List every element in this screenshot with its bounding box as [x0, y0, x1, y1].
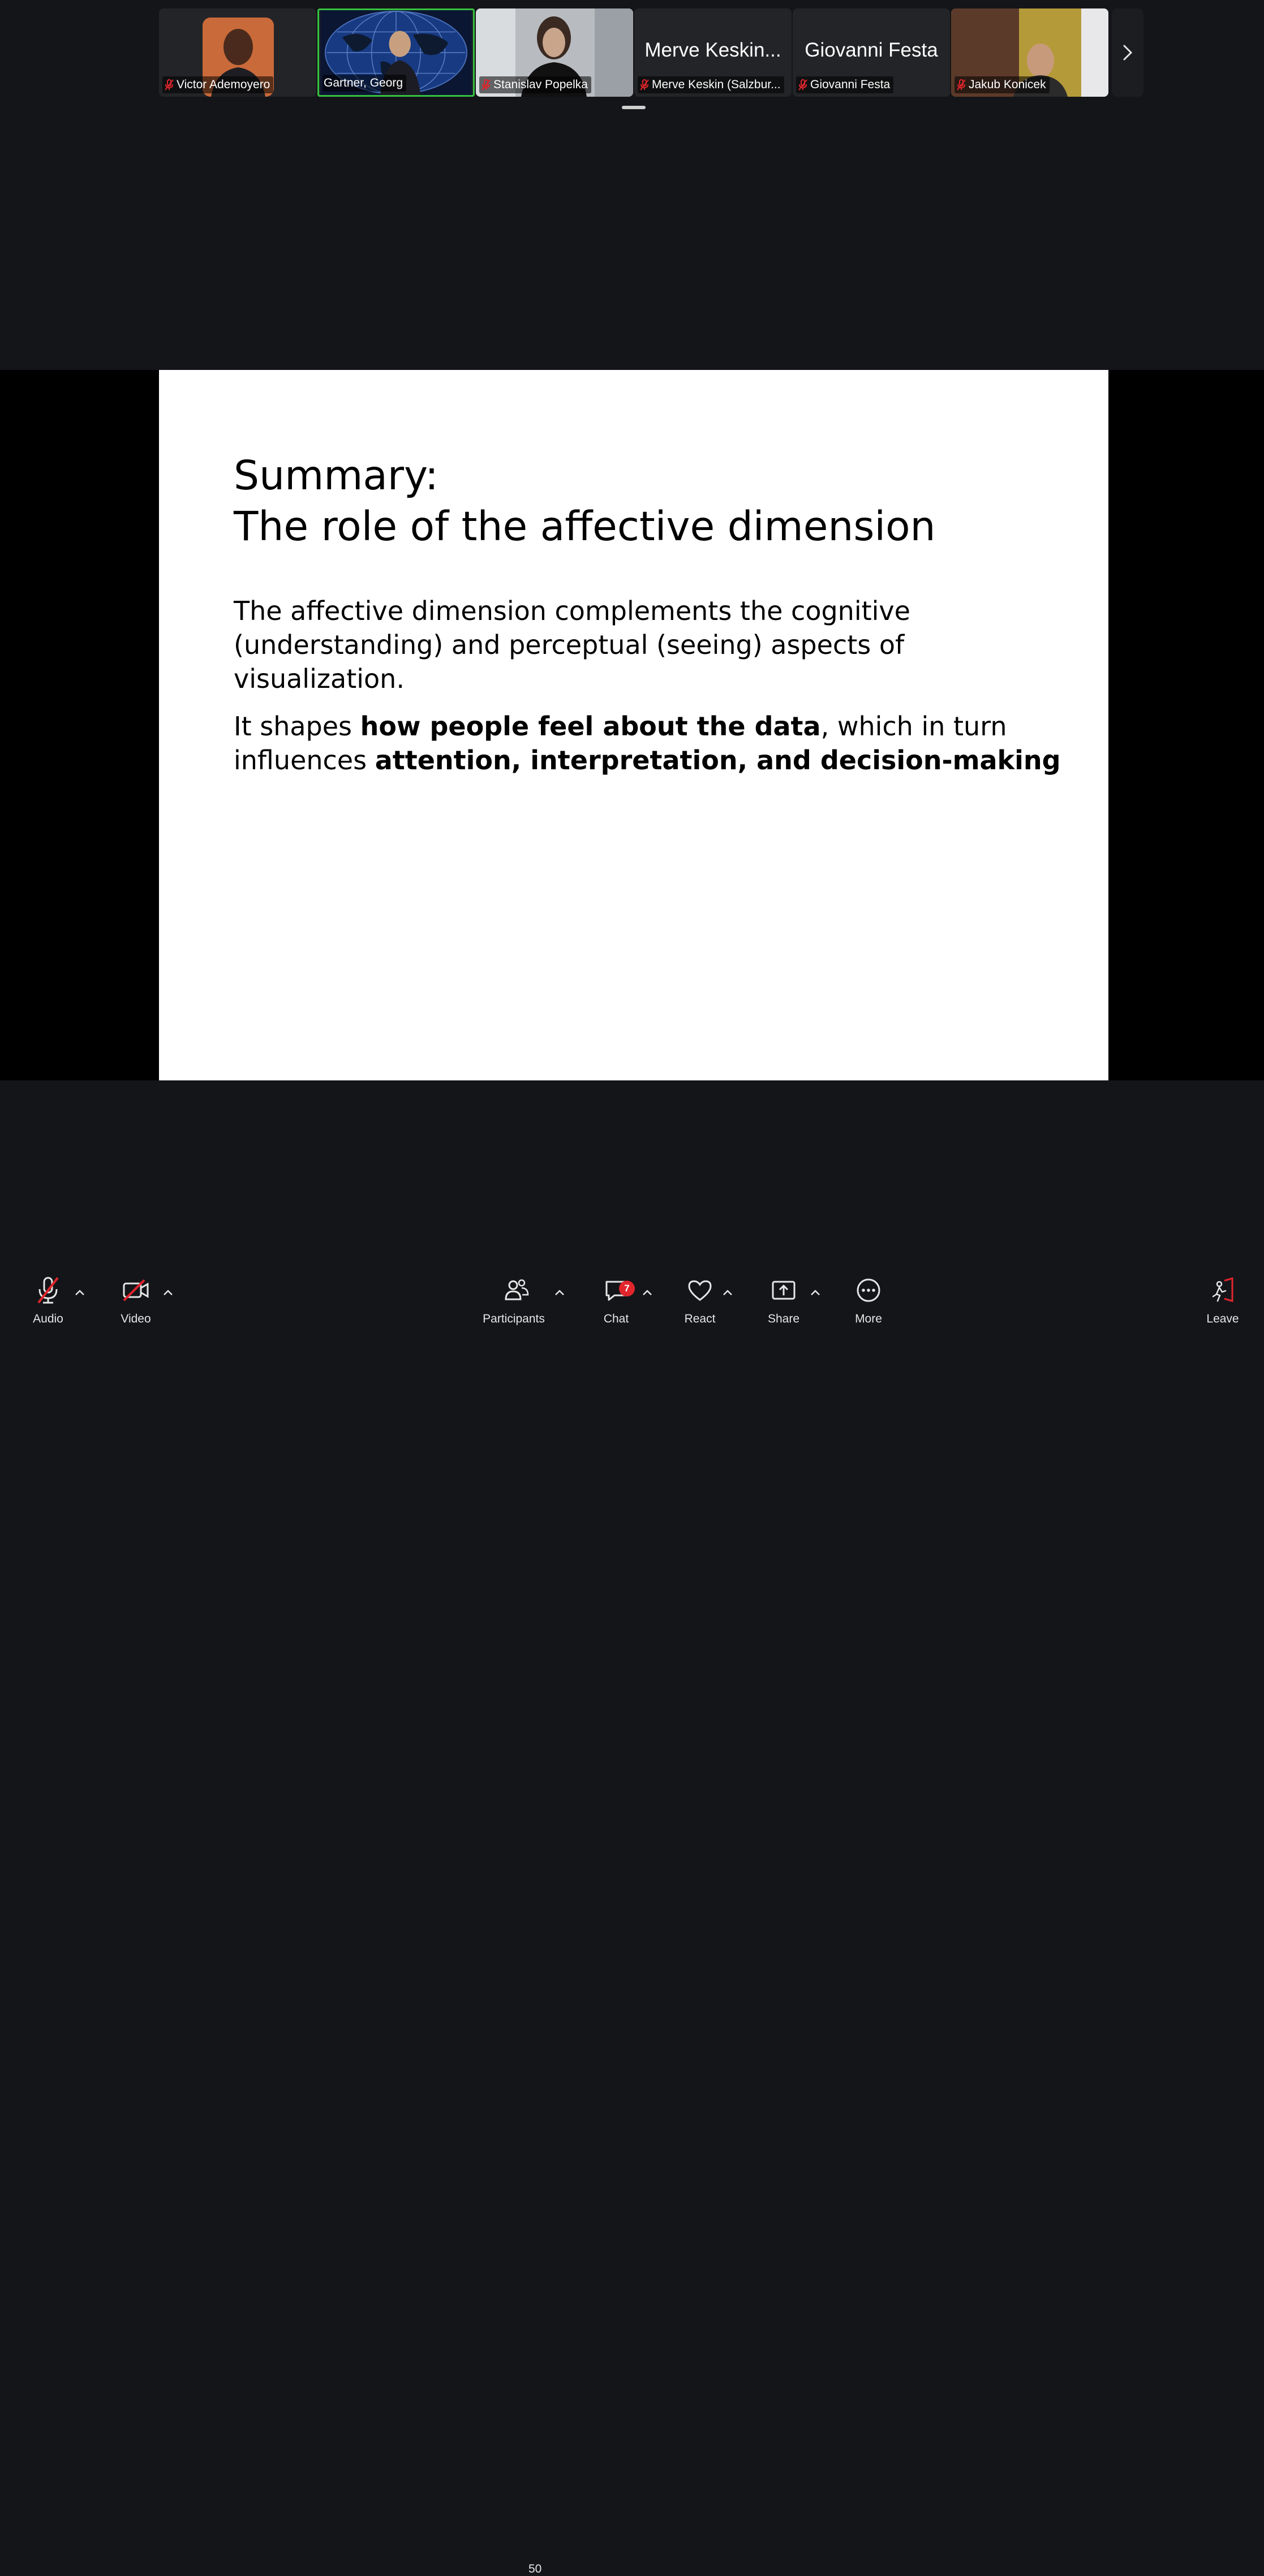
slide-paragraph-1: The affective dimension complements the cognitive (understanding) and perceptual (seeing) aspects of visualization. — [234, 596, 910, 694]
participant-display-name: Merve Keskin... — [644, 39, 781, 61]
share-button[interactable]: Share — [764, 1273, 803, 1326]
mic-off-icon — [797, 79, 809, 91]
participant-name-bar — [796, 76, 893, 93]
participant-name-bar — [162, 76, 273, 93]
participant-name-bar — [323, 75, 406, 92]
chat-button[interactable]: Chat — [596, 1273, 636, 1326]
participant-tile-giovanni[interactable] — [793, 8, 950, 97]
leave-icon — [1210, 1277, 1236, 1303]
mic-off-icon — [480, 79, 492, 91]
participant-name: Jakub Konicek — [969, 78, 1046, 91]
strip-resize-handle[interactable] — [622, 106, 646, 109]
mic-off-icon — [35, 1276, 61, 1305]
slide-paragraph-2: It shapes how people feel about the data, which in turn influences attention, interpretation, and decision-making — [234, 711, 1061, 776]
participant-name-bar — [955, 76, 1050, 93]
participant-name: Stanislav Popelka — [493, 78, 588, 91]
strip-next-button[interactable] — [1112, 8, 1143, 97]
react-options-chevron-up-icon[interactable] — [722, 1289, 733, 1296]
participants-button[interactable]: Participants — [478, 1273, 549, 1326]
participant-name-bar — [479, 76, 591, 93]
participant-tile-stanislav[interactable] — [476, 8, 633, 97]
participant-tile-merve[interactable] — [634, 8, 792, 97]
video-button[interactable]: Video — [116, 1273, 156, 1326]
participant-display-name: Giovanni Festa — [805, 39, 938, 61]
leave-button[interactable]: Leave — [1203, 1273, 1242, 1326]
more-icon — [855, 1277, 882, 1303]
participant-tile-gartner[interactable] — [317, 8, 475, 97]
share-screen-icon — [771, 1278, 797, 1302]
participant-strip — [159, 8, 1143, 98]
more-button[interactable]: More — [849, 1273, 888, 1326]
share-options-chevron-up-icon[interactable] — [810, 1289, 821, 1296]
chevron-right-icon — [1121, 44, 1134, 62]
participant-name: Merve Keskin (Salzbur... — [652, 78, 781, 91]
video-options-chevron-up-icon[interactable] — [162, 1289, 174, 1296]
participant-tile-jakub[interactable] — [951, 8, 1108, 97]
chat-unread-badge: 7 — [619, 1281, 635, 1296]
participant-name: Giovanni Festa — [810, 78, 891, 91]
participant-tile-victor[interactable] — [159, 8, 316, 97]
mic-off-icon — [956, 79, 967, 91]
audio-options-chevron-up-icon[interactable] — [74, 1289, 85, 1296]
slide-title: Summary: The role of the affective dimension — [234, 452, 936, 550]
chat-options-chevron-up-icon[interactable] — [642, 1289, 653, 1296]
participant-name: Gartner, Georg — [324, 76, 403, 89]
participant-name-bar — [638, 76, 784, 93]
mic-off-icon — [639, 79, 650, 91]
audio-button[interactable]: Audio — [28, 1273, 68, 1326]
participant-name: Victor Ademoyero — [177, 78, 270, 91]
participants-icon — [503, 1278, 531, 1303]
participants-options-chevron-up-icon[interactable] — [554, 1289, 565, 1296]
participants-count: 50 — [528, 2562, 542, 2575]
shared-slide — [159, 370, 1108, 1080]
camera-off-icon — [122, 1278, 150, 1303]
react-button[interactable]: React — [679, 1273, 721, 1326]
mic-off-icon — [164, 79, 175, 91]
heart-icon — [687, 1278, 713, 1302]
